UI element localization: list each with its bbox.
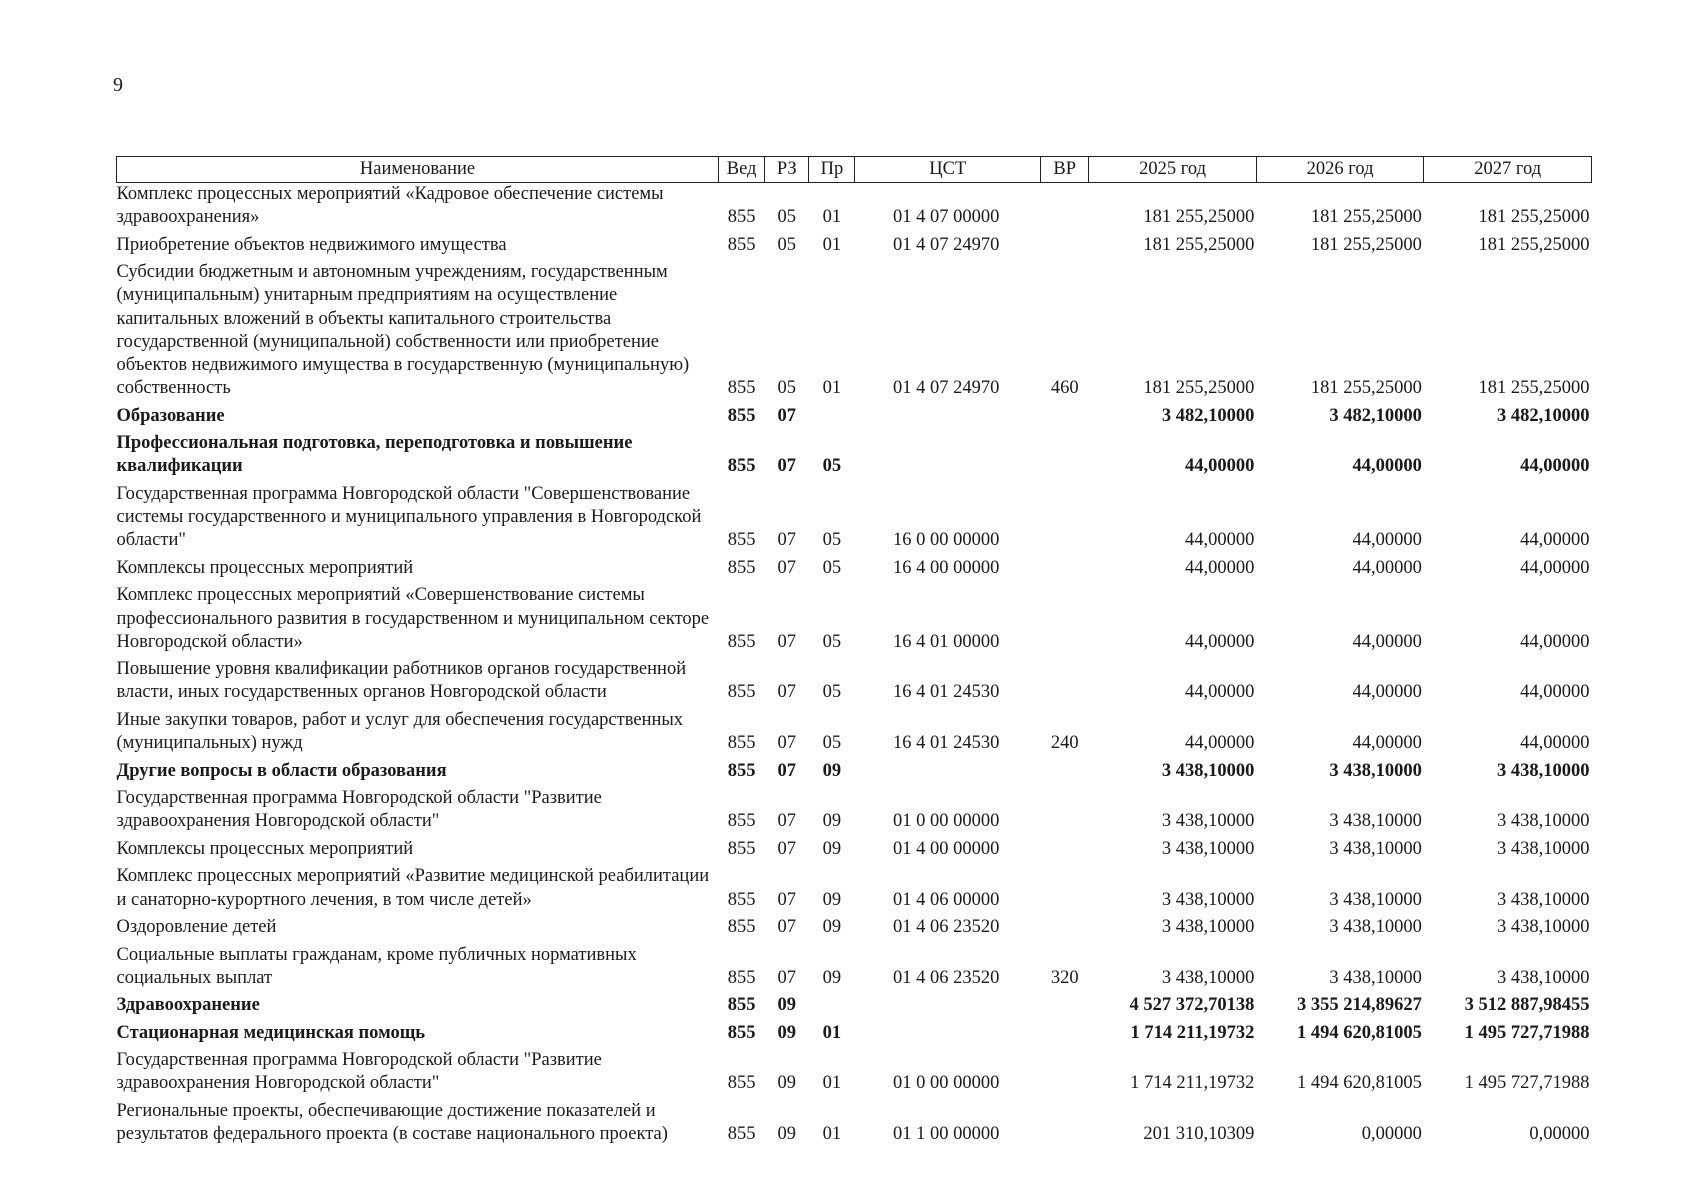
cell-name: Иные закупки товаров, работ и услуг для обеспечения государственных (муниципальных) нужд <box>116 709 684 754</box>
table-body <box>117 183 1592 1151</box>
cell-rz: 07 <box>777 456 796 477</box>
cell-cst: 16 4 01 24530 <box>892 682 1000 703</box>
cell-2026: 44,00000 <box>1352 530 1422 551</box>
cell-2026: 3 438,10000 <box>1329 889 1422 910</box>
cell-2025: 44,00000 <box>1184 631 1255 652</box>
cell-pr <box>809 994 855 1022</box>
table-row <box>117 183 1592 234</box>
cell-rz: 09 <box>777 995 796 1016</box>
header-vr: ВР <box>1041 157 1089 183</box>
cell-cst: 01 0 00 00000 <box>892 1073 1000 1094</box>
cell-vr <box>1041 658 1089 709</box>
table-row <box>117 709 1592 760</box>
cell-2026: 3 438,10000 <box>1329 967 1422 988</box>
cell-2027: 181 255,25000 <box>1478 207 1590 228</box>
cell-rz: 05 <box>777 378 796 399</box>
cell-cst: 01 1 00 00000 <box>892 1124 1000 1145</box>
cell-ved: 855 <box>727 889 756 910</box>
cell-vr <box>1041 432 1089 483</box>
cell-cst: 16 4 01 24530 <box>892 733 1000 754</box>
cell-pr: 01 <box>822 378 842 399</box>
cell-pr: 09 <box>822 838 842 859</box>
cell-vr <box>1041 787 1089 838</box>
cell-2026: 3 355 214,89627 <box>1297 995 1422 1016</box>
cell-cst: 01 4 07 24970 <box>892 234 1000 255</box>
cell-name: Повышение уровня квалификации работников органов государственной власти, иных государственных органов Новгородской области <box>116 659 687 703</box>
cell-vr <box>1041 916 1089 944</box>
cell-2025: 181 255,25000 <box>1143 234 1255 255</box>
cell-rz: 07 <box>777 682 796 703</box>
cell-ved: 855 <box>727 917 756 938</box>
cell-2026: 3 482,10000 <box>1329 405 1422 426</box>
cell-2026: 44,00000 <box>1352 733 1422 754</box>
cell-pr: 09 <box>822 760 842 781</box>
cell-2025: 44,00000 <box>1184 682 1255 703</box>
cell-rz: 07 <box>777 760 796 781</box>
cell-name: Комплекс процессных мероприятий «Развитие медицинской реабилитации и санаторно-курортного лечения, в том числе детей» <box>116 866 710 910</box>
header-pr: Пр <box>809 157 855 183</box>
cell-ved: 855 <box>727 995 756 1016</box>
cell-2025: 4 527 372,70138 <box>1129 995 1255 1016</box>
cell-name: Субсидии бюджетным и автономным учреждениям, государственным (муниципальным) унитарным предприятиям на осуществление капитальных вложений в объекты капитального строительства государственной (муниципальной) собственности или приобретение объектов недвижимого имущества в государственную (муниципальную) собственность <box>116 262 690 399</box>
cell-ved: 855 <box>727 682 756 703</box>
cell-2025: 3 438,10000 <box>1161 889 1255 910</box>
cell-2026: 1 494 620,81005 <box>1297 1022 1422 1043</box>
cell-ved: 855 <box>727 1124 756 1145</box>
header-name: Наименование <box>117 157 719 183</box>
cell-ved: 855 <box>727 207 756 228</box>
cell-pr: 05 <box>822 733 842 754</box>
cell-2026: 1 494 620,81005 <box>1297 1073 1422 1094</box>
cell-2025: 3 438,10000 <box>1161 760 1255 781</box>
cell-name: Оздоровление детей <box>116 917 277 938</box>
cell-2025: 181 255,25000 <box>1143 378 1255 399</box>
cell-rz: 07 <box>777 889 796 910</box>
cell-vr: 240 <box>1050 733 1079 754</box>
cell-vr <box>1041 584 1089 658</box>
header-2026: 2026 год <box>1256 157 1424 183</box>
cell-rz: 07 <box>777 557 796 578</box>
table-row <box>117 865 1592 916</box>
cell-2026: 181 255,25000 <box>1310 207 1422 228</box>
cell-rz: 07 <box>777 811 796 832</box>
cell-2027: 3 438,10000 <box>1497 760 1590 781</box>
cell-vr <box>1041 483 1089 557</box>
cell-2026: 3 438,10000 <box>1329 760 1422 781</box>
cell-rz: 05 <box>777 207 796 228</box>
cell-2027: 44,00000 <box>1520 557 1590 578</box>
cell-name: Комплекс процессных мероприятий «Кадровое обеспечение системы здравоохранения» <box>116 184 664 228</box>
header-rz: РЗ <box>765 157 809 183</box>
table-row <box>117 1022 1592 1050</box>
table-row <box>117 405 1592 433</box>
cell-ved: 855 <box>727 967 756 988</box>
table-row <box>117 787 1592 838</box>
cell-pr: 01 <box>822 1022 842 1043</box>
cell-vr: 460 <box>1050 378 1079 399</box>
cell-2026: 3 438,10000 <box>1329 917 1422 938</box>
cell-name: Образование <box>116 405 225 426</box>
cell-2026: 44,00000 <box>1352 682 1422 703</box>
header-2027: 2027 год <box>1424 157 1592 183</box>
cell-name: Профессиональная подготовка, переподготовка и повышение квалификации <box>116 433 633 477</box>
cell-2025: 1 714 211,19732 <box>1130 1073 1255 1094</box>
cell-2026: 181 255,25000 <box>1310 234 1422 255</box>
table-row <box>117 557 1592 585</box>
cell-2025: 201 310,10309 <box>1143 1124 1255 1145</box>
cell-vr <box>1041 760 1089 788</box>
cell-2025: 3 438,10000 <box>1161 838 1255 859</box>
cell-vr <box>1041 994 1089 1022</box>
cell-ved: 855 <box>727 456 756 477</box>
cell-pr: 01 <box>822 1073 842 1094</box>
cell-cst <box>855 432 1041 483</box>
cell-2027: 44,00000 <box>1520 733 1590 754</box>
cell-2025: 3 438,10000 <box>1161 811 1255 832</box>
cell-vr: 320 <box>1050 967 1079 988</box>
cell-rz: 05 <box>777 234 796 255</box>
cell-rz: 07 <box>777 405 796 426</box>
cell-pr: 01 <box>822 1124 842 1145</box>
cell-vr <box>1041 1022 1089 1050</box>
cell-2026: 44,00000 <box>1352 557 1422 578</box>
cell-cst: 01 4 06 23520 <box>892 967 1000 988</box>
cell-2027: 1 495 727,71988 <box>1464 1073 1590 1094</box>
cell-2026: 3 438,10000 <box>1329 838 1422 859</box>
cell-cst <box>855 1022 1041 1050</box>
cell-cst: 01 4 07 24970 <box>892 378 1000 399</box>
table-row <box>117 432 1592 483</box>
table-row <box>117 760 1592 788</box>
cell-pr: 05 <box>822 557 842 578</box>
cell-ved: 855 <box>727 733 756 754</box>
cell-2027: 3 438,10000 <box>1497 917 1590 938</box>
cell-2025: 44,00000 <box>1184 530 1255 551</box>
cell-ved: 855 <box>727 557 756 578</box>
cell-pr: 05 <box>822 456 842 477</box>
cell-cst <box>855 405 1041 433</box>
cell-2025: 44,00000 <box>1184 456 1255 477</box>
cell-cst: 01 4 00 00000 <box>892 838 1000 859</box>
cell-2027: 0,00000 <box>1529 1124 1590 1145</box>
cell-cst: 01 4 06 00000 <box>892 889 1000 910</box>
cell-name: Государственная программа Новгородской области "Развитие здравоохранения Новгородской области" <box>116 788 602 832</box>
cell-ved: 855 <box>727 530 756 551</box>
header-ved: Вед <box>719 157 765 183</box>
cell-name: Приобретение объектов недвижимого имущества <box>116 234 507 255</box>
cell-rz: 09 <box>777 1022 796 1043</box>
budget-table <box>116 156 1592 1151</box>
cell-rz: 09 <box>777 1073 796 1094</box>
cell-pr <box>809 405 855 433</box>
cell-2027: 181 255,25000 <box>1478 234 1590 255</box>
cell-pr: 09 <box>822 917 842 938</box>
cell-vr <box>1041 234 1089 262</box>
cell-pr: 09 <box>822 811 842 832</box>
cell-name: Комплексы процессных мероприятий <box>116 838 414 859</box>
cell-2026: 44,00000 <box>1352 631 1422 652</box>
table-row <box>117 1049 1592 1100</box>
cell-ved: 855 <box>727 838 756 859</box>
cell-name: Комплекс процессных мероприятий «Совершенствование системы профессионального развития в государственном и муниципальном секторе Новгородской области» <box>116 585 710 652</box>
cell-pr: 09 <box>822 889 842 910</box>
cell-pr: 05 <box>822 682 842 703</box>
cell-2026: 3 438,10000 <box>1329 811 1422 832</box>
cell-ved: 855 <box>727 631 756 652</box>
cell-cst <box>855 994 1041 1022</box>
cell-2026: 0,00000 <box>1361 1124 1422 1145</box>
table-row <box>117 1100 1592 1151</box>
cell-vr <box>1041 557 1089 585</box>
cell-pr: 01 <box>822 234 842 255</box>
cell-vr <box>1041 405 1089 433</box>
cell-name: Государственная программа Новгородской области "Совершенствование системы государственного и муниципального управления в Новгородской области" <box>116 483 702 551</box>
cell-rz: 07 <box>777 733 796 754</box>
cell-pr: 05 <box>822 631 842 652</box>
cell-ved: 855 <box>727 234 756 255</box>
cell-pr: 01 <box>822 207 842 228</box>
cell-2027: 44,00000 <box>1520 530 1590 551</box>
cell-2027: 181 255,25000 <box>1478 378 1590 399</box>
cell-vr <box>1041 838 1089 866</box>
table-row <box>117 658 1592 709</box>
cell-cst: 01 4 07 00000 <box>892 207 1000 228</box>
cell-rz: 07 <box>777 530 796 551</box>
cell-2025: 44,00000 <box>1184 557 1255 578</box>
cell-cst: 01 4 06 23520 <box>892 917 1000 938</box>
header-2025: 2025 год <box>1089 157 1257 183</box>
cell-2025: 1 714 211,19732 <box>1130 1022 1255 1043</box>
cell-rz: 07 <box>777 631 796 652</box>
cell-2026: 44,00000 <box>1352 456 1422 477</box>
cell-rz: 07 <box>777 917 796 938</box>
cell-ved: 855 <box>727 760 756 781</box>
cell-ved: 855 <box>727 1073 756 1094</box>
header-row <box>117 157 1592 183</box>
table-row <box>117 944 1592 995</box>
cell-cst: 16 4 01 00000 <box>892 631 1000 652</box>
cell-2027: 44,00000 <box>1520 456 1590 477</box>
cell-name: Государственная программа Новгородской области "Развитие здравоохранения Новгородской области" <box>116 1050 602 1094</box>
cell-vr <box>1041 1100 1089 1151</box>
cell-name: Другие вопросы в области образования <box>116 760 447 781</box>
cell-2025: 3 438,10000 <box>1161 917 1255 938</box>
cell-ved: 855 <box>727 1022 756 1043</box>
cell-name: Комплексы процессных мероприятий <box>116 557 414 578</box>
cell-2025: 181 255,25000 <box>1143 207 1255 228</box>
cell-2027: 1 495 727,71988 <box>1464 1022 1590 1043</box>
cell-2027: 3 438,10000 <box>1497 889 1590 910</box>
cell-cst: 01 0 00 00000 <box>892 811 1000 832</box>
table-row <box>117 584 1592 658</box>
cell-vr <box>1041 1049 1089 1100</box>
cell-ved: 855 <box>727 811 756 832</box>
cell-cst: 16 4 00 00000 <box>892 557 1000 578</box>
cell-ved: 855 <box>727 378 756 399</box>
cell-cst: 16 0 00 00000 <box>892 530 1000 551</box>
cell-vr <box>1041 183 1089 234</box>
table-row <box>117 234 1592 262</box>
table-row <box>117 261 1592 405</box>
table-row <box>117 994 1592 1022</box>
header-cst: ЦСТ <box>855 157 1041 183</box>
cell-2027: 3 482,10000 <box>1497 405 1590 426</box>
table-row <box>117 916 1592 944</box>
cell-2027: 3 512 887,98455 <box>1464 995 1590 1016</box>
cell-rz: 07 <box>777 967 796 988</box>
cell-2027: 44,00000 <box>1520 682 1590 703</box>
cell-2026: 181 255,25000 <box>1310 378 1422 399</box>
table-row <box>117 483 1592 557</box>
cell-pr: 09 <box>822 967 842 988</box>
cell-rz: 09 <box>777 1124 796 1145</box>
cell-name: Региональные проекты, обеспечивающие достижение показателей и результатов федерального проекта (в составе национального проекта) <box>116 1100 668 1145</box>
table-row <box>117 838 1592 866</box>
cell-vr <box>1041 865 1089 916</box>
page-number: 9 <box>113 74 123 96</box>
cell-2025: 3 438,10000 <box>1161 967 1255 988</box>
cell-2027: 3 438,10000 <box>1497 838 1590 859</box>
cell-name: Здравоохранение <box>116 995 260 1016</box>
cell-2027: 3 438,10000 <box>1497 811 1590 832</box>
cell-2027: 3 438,10000 <box>1497 967 1590 988</box>
cell-2027: 44,00000 <box>1520 631 1590 652</box>
cell-cst <box>855 760 1041 788</box>
cell-name: Социальные выплаты гражданам, кроме публичных нормативных социальных выплат <box>116 944 637 988</box>
cell-2025: 3 482,10000 <box>1161 405 1255 426</box>
cell-2025: 44,00000 <box>1184 733 1255 754</box>
cell-name: Стационарная медицинская помощь <box>116 1022 426 1043</box>
cell-ved: 855 <box>727 405 756 426</box>
cell-rz: 07 <box>777 838 796 859</box>
cell-pr: 05 <box>822 530 842 551</box>
table-header <box>117 157 1592 183</box>
